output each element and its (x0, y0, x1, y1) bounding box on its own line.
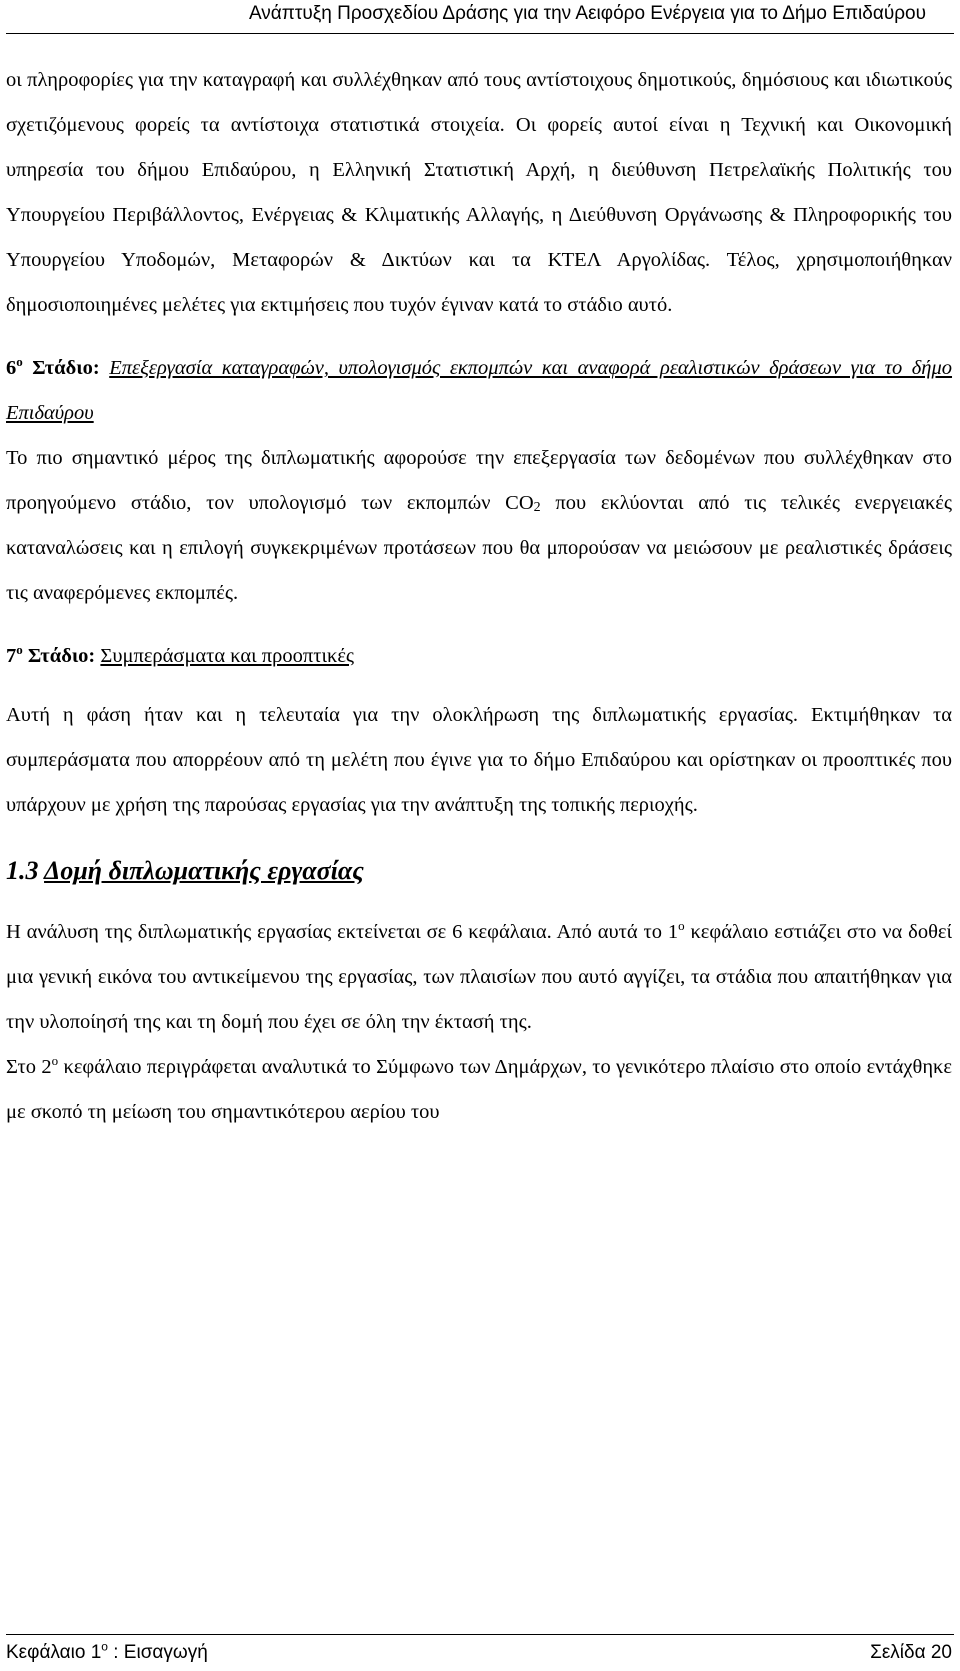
stage-6-description (6, 436, 952, 616)
stage-6-text-after: που εκλύονται από τις τελικές ενεργειακές καταναλώσεις και η επιλογή συγκεκριμένων προτάσεων που θα μπορούσαν να μειώσουν με ρεαλιστικές δράσεις τις αναφερόμενες εκπομπές. (6, 492, 952, 604)
running-header (0, 0, 960, 32)
stage-7-label: Στάδιο: (27, 645, 96, 667)
running-footer (6, 1638, 952, 1668)
stage-7-ordinal: ο (16, 642, 23, 658)
chapter-2-text-before: Στο 2 (6, 1056, 52, 1078)
stage-6-number: 6 (6, 357, 17, 379)
section-number: 1.3 (6, 856, 39, 885)
co2-subscript: 2 (533, 500, 541, 515)
paragraph-thesis-structure (6, 910, 952, 1045)
section-title: Δομή διπλωματικής εργασίας (44, 856, 364, 885)
paragraph-data-sources: οι πληροφορίες για την καταγραφή και συλλέχθηκαν από τους αντίστοιχους δημοτικούς, δημόσιους και ιδιωτικούς σχετιζόμενους φορείς τα αντίστοιχα στατιστικά στοιχεία. Οι φορείς αυτοί είναι η Τεχνική και Οικονομική υπηρεσία του δήμου Επιδαύρου, η Ελληνική Στατιστική Αρχή, η διεύθυνση Πετρελαϊκής Πολιτικής του Υπουργείου Περιβάλλοντος, Ενέργειας & Κλιματικής Αλλαγής, η Διεύθυνση Οργάνωσης & Πληροφορικής του Υπουργείου Υποδομών, Μεταφορών & Δικτύων και τα ΚΤΕΛ Αργολίδας. Τέλος, χρησιμοποιήθηκαν δημοσιοποιημένες μελέτες για εκτιμήσεις που τυχόν έγιναν κατά το στάδιο αυτό. (6, 69, 952, 316)
paragraph-chapter-2 (6, 1045, 952, 1135)
footer-rule (6, 1634, 954, 1635)
footer-chapter-text: Κεφάλαιο 1 (6, 1642, 102, 1663)
header-title: Ανάπτυξη Προσχεδίου Δράσης για την Αειφόρο Ενέργεια για το Δήμο Επιδαύρου (248, 3, 926, 24)
stage-6-heading (6, 346, 952, 436)
page-content (6, 58, 952, 1135)
header-rule (6, 33, 954, 34)
stage-6-title: Επεξεργασία καταγραφών, υπολογισμός εκπομπών και αναφορά ρεαλιστικών δράσεων για το δήμο Επιδαύρου (6, 357, 953, 424)
stage-7-description: Αυτή η φάση ήταν και η τελευταία για την ολοκλήρωση της διπλωματικής εργασίας. Εκτιμήθηκαν τα συμπεράσματα που απορρέουν από τη μελέτη που έγινε για το δήμο Επιδαύρου και ορίστηκαν οι προοπτικές που υπάρχουν με χρήση της παρούσας εργασίας για την ανάπτυξη της τοπικής περιοχής. (6, 704, 952, 816)
structure-text-before: Η ανάλυση της διπλωματικής εργασίας εκτείνεται σε 6 κεφάλαια. Από αυτά το 1 (6, 921, 679, 943)
stage-6-label: Στάδιο: (32, 357, 100, 379)
stage-6-text-before: Το πιο σημαντικό μέρος της διπλωματικής αφορούσε την επεξεργασία των δεδομένων που συλλέχθηκαν στο προηγούμενο στάδιο, τον υπολογισμό των εκπομπών CO (6, 447, 952, 514)
footer-chapter (6, 1638, 208, 1668)
stage-7-title: Συμπεράσματα και προοπτικές (100, 645, 355, 667)
footer-chapter-ordinal: ο (101, 1639, 108, 1654)
stage-7-heading (6, 634, 952, 679)
chapter-2-ordinal: ο (51, 1053, 59, 1069)
footer-chapter-title: : Εισαγωγή (107, 1642, 208, 1663)
page-number: Σελίδα 20 (870, 1642, 952, 1663)
stage-7-number: 7 (6, 645, 17, 667)
stage-6-ordinal: ο (16, 354, 23, 370)
chapter-2-text-after: κεφάλαιο περιγράφεται αναλυτικά το Σύμφωνο των Δημάρχων, το γενικότερο πλαίσιο στο οποίο εντάχθηκε με σκοπό τη μείωση του σημαντικότερου αερίου του (6, 1056, 953, 1123)
structure-ordinal: ο (678, 918, 685, 934)
structure-text-after: κεφάλαιο εστιάζει στο να δοθεί μια γενική εικόνα του αντικείμενου της εργασίας, των πλαισίων που αυτό αγγίζει, τα στάδια που απαιτήθηκαν για την υλοποίησή της και τη δομή που έχει σε όλη την έκτασή της. (6, 921, 953, 1033)
section-heading (6, 846, 952, 896)
